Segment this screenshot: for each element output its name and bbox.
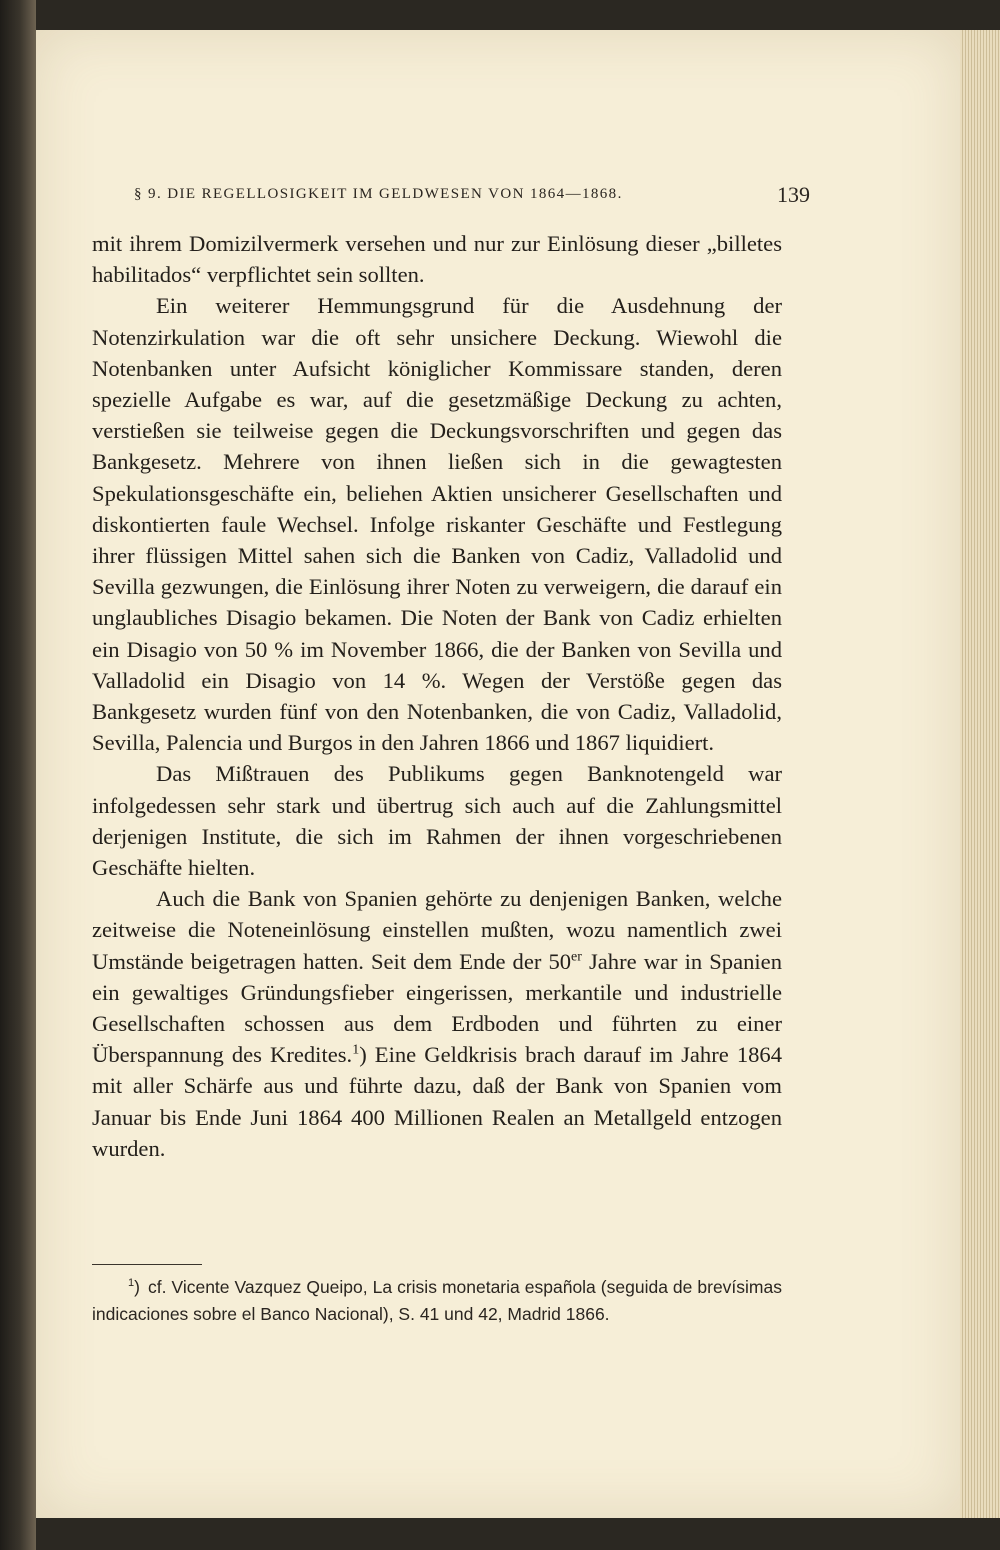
footnote-reference-paren: ) xyxy=(359,1042,367,1068)
footnote-text: cf. Vicente Vazquez Queipo, La crisis monetaria española (seguida de brevísimas indicaciones sobre el Banco Nacional), S. 41 und 42, Madrid 1866. xyxy=(92,1277,782,1324)
page-number: 139 xyxy=(777,182,810,207)
body-text xyxy=(92,228,782,1164)
footnote-reference-number: 1 xyxy=(352,1042,360,1058)
book-spine-shadow xyxy=(0,0,36,1550)
paragraph-4 xyxy=(92,883,782,1164)
paragraph-3: Das Mißtrauen des Publikums gegen Banknotengeld war infolgedessen sehr stark und übertrug sich auch auf die Zahlungsmittel derjenigen Institute, die sich im Rahmen der ihnen vorgeschriebenen Geschäfte hielten. xyxy=(92,761,782,881)
superscript-er: er xyxy=(571,949,582,965)
paragraph-4-part-1: Auch die Bank von Spanien gehörte zu denjenigen Banken, welche zeitweise die Noteneinlösung einstellen mußten, wozu namentlich zwei Umstände beigetragen hatten. Seit dem Ende der 50 xyxy=(92,886,782,974)
running-head-title: § 9. DIE REGELLOSIGKEIT IM GELDWESEN VON 1864—1868. xyxy=(134,186,623,202)
footnote-mark xyxy=(92,1274,140,1301)
paragraph-4-part-3: Eine Geldkrisis brach darauf im Jahre 1864 mit aller Schärfe aus und führte dazu, daß der Bank von Spanien vom Januar bis Ende Juni 1864 400 Millionen Realen an Metallgeld entzogen wurden. xyxy=(92,1042,783,1161)
footnote-rule xyxy=(92,1264,202,1265)
footnote-mark-paren: ) xyxy=(134,1277,140,1297)
page-stack-edges xyxy=(960,30,1000,1518)
paragraph-2: Ein weiterer Hemmungsgrund für die Ausdehnung der Notenzirkulation war die oft sehr unsichere Deckung. Wiewohl die Notenbanken unter Aufsicht königlicher Kommissare standen, deren spezielle Aufgabe es war, auf die gesetzmäßige Deckung zu achten, verstießen sie teilweise gegen die Deckungsvorschriften und gegen das Bankgesetz. Mehrere von ihnen ließen sich in die gewagtesten Spekulationsgeschäfte ein, beliehen Aktien unsicherer Gesellschaften und diskontierten faule Wechsel. Infolge riskanter Geschäfte und Festlegung ihrer flüssigen Mittel sahen sich die Banken von Cadiz, Valladolid und Sevilla gezwungen, die Einlösung ihrer Noten zu verweigern, die darauf ein unglaubliches Disagio bekamen. Die Noten der Bank von Cadiz erhielten ein Disagio von 50 % im November 1866, die der Banken von Sevilla und Valladolid ein Disagio von 14 %. Wegen der Verstöße gegen das Bankgesetz wurden fünf von den Notenbanken, die von Cadiz, Valladolid, Sevilla, Palencia und Burgos in den Jahren 1866 und 1867 liquidiert. xyxy=(92,293,782,756)
paragraph-4-part-2: Jahre war in Spanien ein gewaltiges Gründungsfieber eingerissen, merkantile und industrielle Gesellschaften schossen aus dem Erdboden und führten zu einer Überspannung des Kredites. xyxy=(92,948,783,1068)
paragraph-1: mit ihrem Domizilvermerk versehen und nur zur Einlösung dieser „billetes habilitados“ verpflichtet sein sollten. xyxy=(92,231,782,288)
footnote-mark-number: 1 xyxy=(128,1277,135,1290)
footnote xyxy=(92,1274,782,1328)
